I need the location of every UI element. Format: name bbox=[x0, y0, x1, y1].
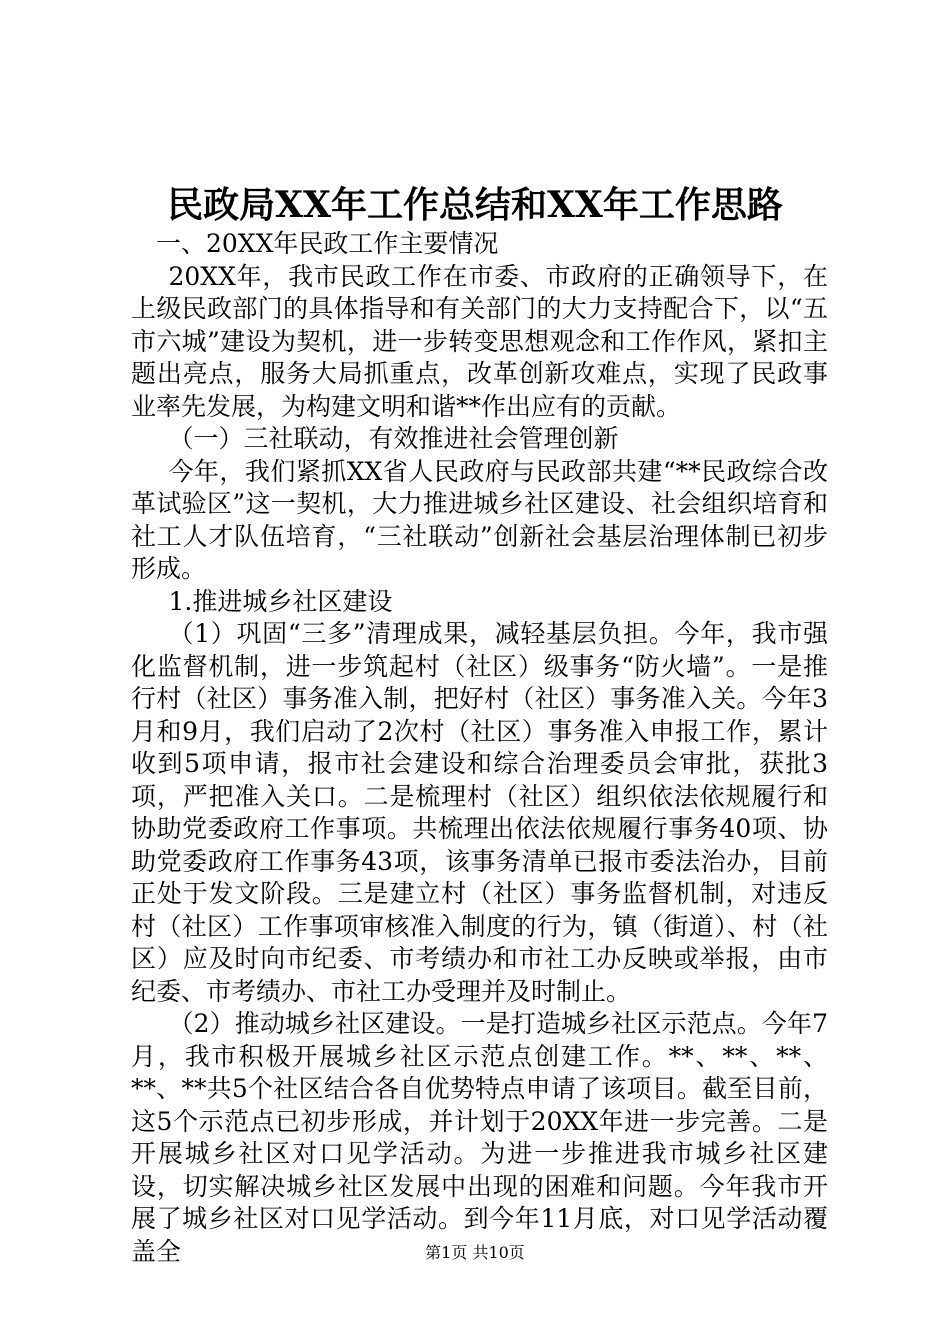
page-number-footer: 第1页 共10页 bbox=[425, 1243, 525, 1262]
section-heading: 一、20XX年民政工作主要情况 bbox=[156, 229, 499, 258]
document-title: 民政局XX年工作总结和XX年工作思路 bbox=[167, 184, 783, 226]
paragraph: （2）推动城乡社区建设。一是打造城乡社区示范点。今年7月，我市积极开展城乡社区示范点创建工作。**、**、**、**、**共5个社区结合各自优势特点申请了该项目。截至目前，这5个示范点已初步形成，并计划于20XX年进一步完善。二是开展城乡社区对口见学活动。为进一步推进我市城乡社区建设，切实解决城乡社区发展中出现的困难和问题。今年我市开展了城乡社区对口见学活动。到今年11月底，对口见学活动覆盖全 bbox=[131, 1009, 828, 1266]
paragraph: 20XX年，我市民政工作在市委、市政府的正确领导下，在上级民政部门的具体指导和有关部门的大力支持配合下，以“五市六城”建设为契机，进一步转变思想观念和工作作风，紧扣主题出亮点，服务大局抓重点，改革创新攻难点，实现了民政事业率先发展，为构建文明和谐**作出应有的贡献。 bbox=[131, 261, 828, 421]
document-body bbox=[131, 228, 828, 1268]
paragraph: （1）巩固“三多”清理成果，减轻基层负担。今年，我市强化监督机制，进一步筑起村（社区）级事务“防火墙”。一是推行村（社区）事务准入制，把好村（社区）事务准入关。今年3月和9月，我们启动了2次村（社区）事务准入申报工作，累计收到5项申请，报市社会建设和综合治理委员会审批，获批3项，严把准入关口。二是梳理村（社区）组织依法依规履行和协助党委政府工作事项。共梳理出依法依规履行事务40项、协助党委政府工作事务43项，该事务清单已报市委法治办，目前正处于发文阶段。三是建立村（社区）事务监督机制，对违反村（社区）工作事项审核准入制度的行为，镇（街道）、村（社区）应及时向市纪委、市考绩办和市社工办反映或举报，由市纪委、市考绩办、市社工办受理并及时制止。 bbox=[131, 619, 828, 1006]
subsection-heading: （一）三社联动，有效推进社会管理创新 bbox=[168, 424, 619, 453]
paragraph: 今年，我们紧抓XX省人民政府与民政部共建“**民政综合改革试验区”这一契机，大力推进城乡社区建设、社会组织培育和社工人才队伍培育，“三社联动”创新社会基层治理体制已初步形成。 bbox=[131, 456, 828, 583]
item-heading: 1.推进城乡社区建设 bbox=[168, 586, 393, 616]
